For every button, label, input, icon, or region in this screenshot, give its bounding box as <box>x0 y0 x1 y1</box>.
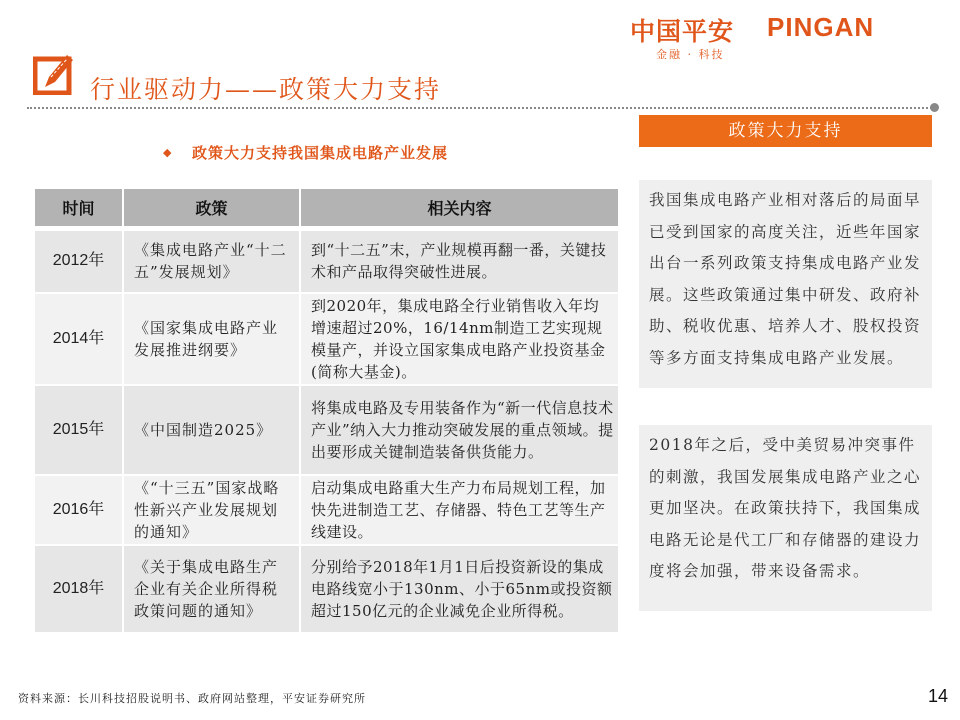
column-header-content: 相关内容 <box>300 189 619 229</box>
table-row <box>35 545 619 633</box>
diamond-bullet-icon: ◆ <box>163 146 172 159</box>
divider-end-dot <box>930 103 939 112</box>
cell-content: 到2020年，集成电路全行业销售收入年均增速超过20%，16/14nm制造工艺实现规模量产，并设立国家集成电路产业投资基金(简称大基金)。 <box>300 293 619 385</box>
cell-policy: 《国家集成电路产业发展推进纲要》 <box>123 293 300 385</box>
logo-chinese: 中国平安 <box>630 17 735 46</box>
cell-content: 将集成电路及专用装备作为“新一代信息技术产业”纳入大力推动突破发展的重点领域。提出要形成关键制造装备供货能力。 <box>300 385 619 475</box>
table-heading: 政策大力支持我国集成电路产业发展 <box>192 144 449 162</box>
cell-policy: 《关于集成电路生产企业有关企业所得税政策问题的通知》 <box>123 545 300 633</box>
column-header-time: 时间 <box>35 189 123 229</box>
summary-box-1 <box>639 180 932 388</box>
table-row <box>35 385 619 475</box>
column-header-policy: 政策 <box>123 189 300 229</box>
policy-table <box>35 189 619 634</box>
panel-header: 政策大力支持 <box>639 115 932 147</box>
cell-policy: 《中国制造2025》 <box>123 385 300 475</box>
page-number: 14 <box>928 686 949 706</box>
title-divider <box>27 107 932 109</box>
cell-policy: 《“十三五”国家战略性新兴产业发展规划的通知》 <box>123 475 300 545</box>
table-row <box>35 293 619 385</box>
pencil-check-icon <box>33 53 75 95</box>
table-row <box>35 229 619 293</box>
cell-content: 分别给予2018年1月1日后投资新设的集成电路线宽小于130nm、小于65nm或投资额超过150亿元的企业减免企业所得税。 <box>300 545 619 633</box>
page-title: 行业驱动力——政策大力支持 <box>90 75 442 104</box>
cell-year: 2012年 <box>35 229 123 293</box>
cell-policy: 《集成电路产业“十二五”发展规划》 <box>123 229 300 293</box>
cell-content: 启动集成电路重大生产力布局规划工程，加快先进制造工艺、存储器、特色工艺等生产线建设。 <box>300 475 619 545</box>
logo-tagline: 金融 · 科技 <box>656 48 725 61</box>
summary-box-2 <box>639 425 932 611</box>
logo-english: PINGAN <box>767 12 875 42</box>
cell-year: 2014年 <box>35 293 123 385</box>
summary-paragraph-2: 2018年之后，受中美贸易冲突事件的刺激，我国发展集成电路产业之心更加坚决。在政策扶持下，我国集成电路无论是代工厂和存储器的建设力度将会加强，带来设备需求。 <box>649 436 922 580</box>
cell-year: 2016年 <box>35 475 123 545</box>
summary-paragraph-1: 我国集成电路产业相对落后的局面早已受到国家的高度关注，近些年国家出台一系列政策支持集成电路产业发展。这些政策通过集中研发、政府补助、税收优惠、培养人才、股权投资等多方面支持集成电路产业发展。 <box>649 191 922 367</box>
cell-year: 2015年 <box>35 385 123 475</box>
cell-content: 到“十二五”末，产业规模再翻一番，关键技术和产品取得突破性进展。 <box>300 229 619 293</box>
table-row <box>35 475 619 545</box>
cell-year: 2018年 <box>35 545 123 633</box>
source-note: 资料来源：长川科技招股说明书、政府网站整理，平安证券研究所 <box>18 692 366 705</box>
